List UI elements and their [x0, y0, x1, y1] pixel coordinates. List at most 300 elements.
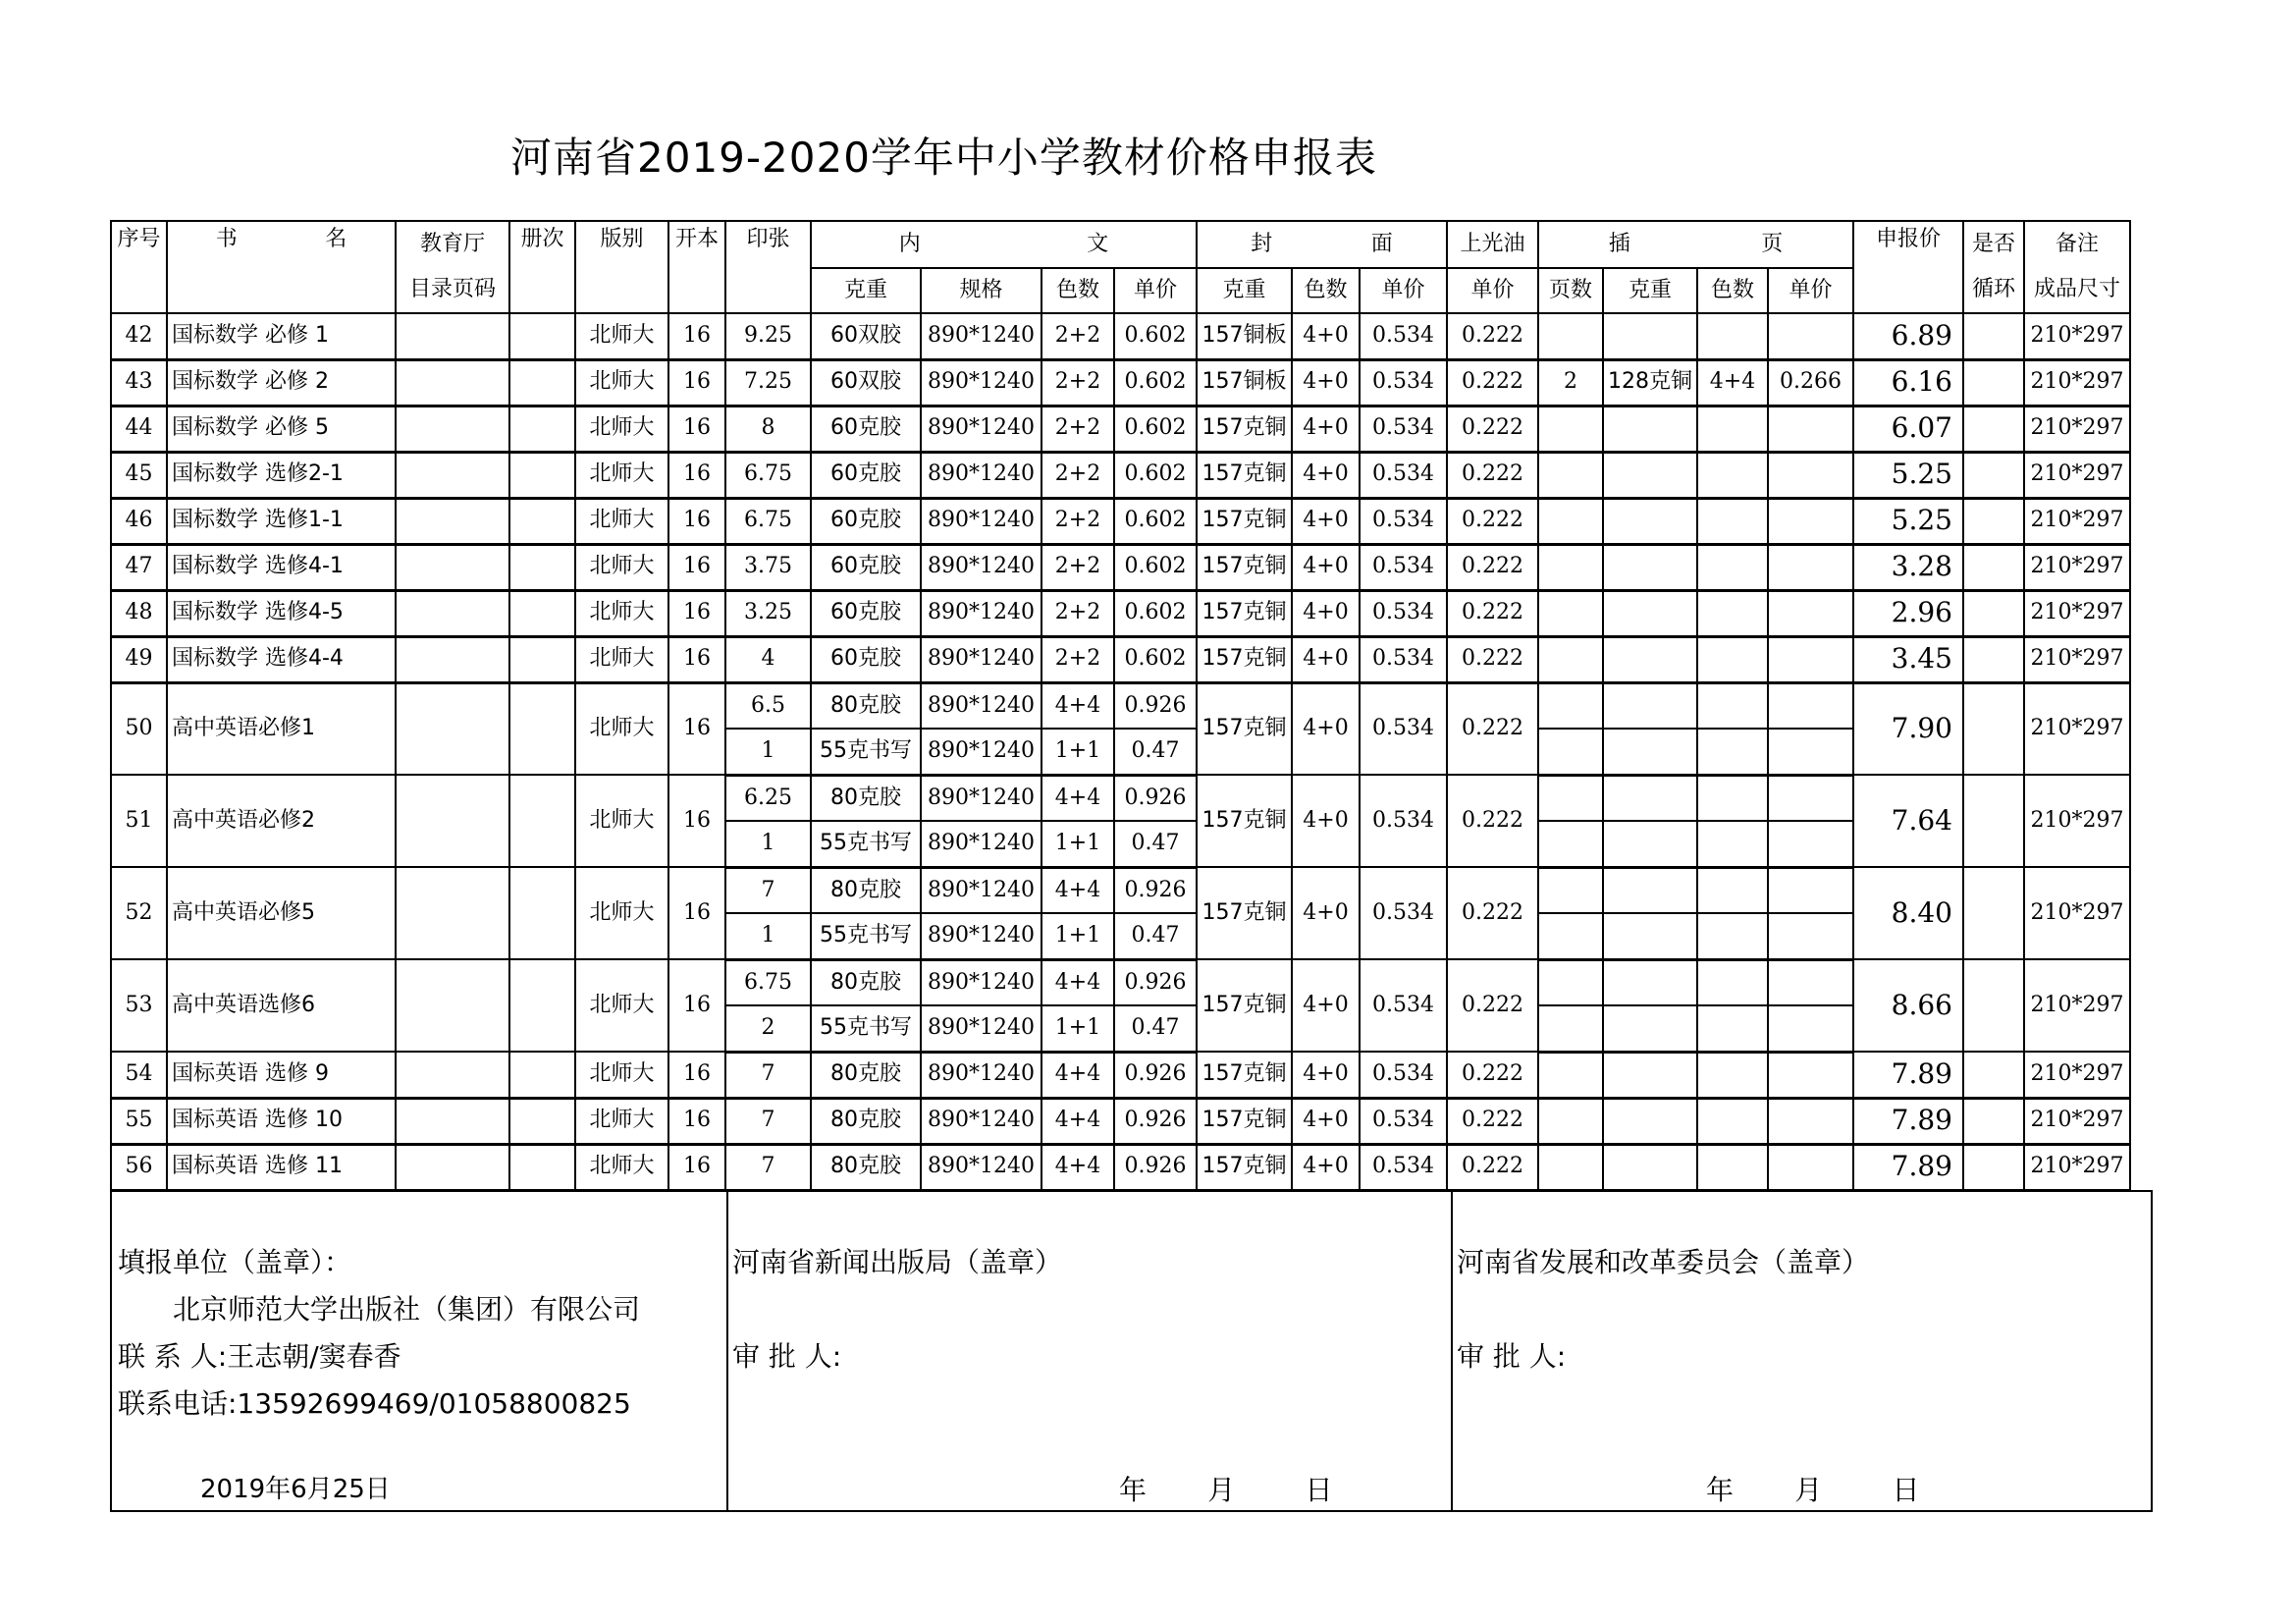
row-edition: 北师大	[575, 406, 668, 452]
row-seq: 42	[111, 313, 167, 359]
header-cover: 封 面	[1197, 221, 1447, 268]
row-insert-colors	[1697, 313, 1768, 359]
row-inner-weight: 60克胶	[811, 636, 921, 682]
row-cover-unit: 0.534	[1360, 313, 1447, 359]
row-price: 6.16	[1853, 359, 1963, 406]
row-edu-page	[396, 775, 509, 867]
header-insert-pages: 页数	[1538, 268, 1603, 313]
row-cycle	[1963, 544, 2024, 590]
row-book-name: 国标英语 选修 11	[167, 1144, 396, 1190]
row-cycle	[1963, 959, 2024, 1052]
row-insert-colors	[1697, 1144, 1768, 1190]
row-edition: 北师大	[575, 636, 668, 682]
row-insert-weight	[1603, 498, 1697, 544]
submitter-section	[112, 1192, 728, 1510]
row-cycle	[1963, 682, 2024, 775]
row-cycle	[1963, 313, 2024, 359]
row-inner-spec: 890*1240	[921, 544, 1041, 590]
row-cover-unit: 0.534	[1360, 544, 1447, 590]
row-insert-pages	[1538, 867, 1603, 913]
submitter-label: 填报单位（盖章）：	[118, 1246, 352, 1278]
table-row	[111, 636, 2130, 682]
row-price: 8.66	[1853, 959, 1963, 1052]
row-inner-colors: 2+2	[1041, 544, 1114, 590]
row-cover-unit: 0.534	[1360, 1052, 1447, 1098]
row-edition: 北师大	[575, 682, 668, 775]
row-cover-colors: 4+0	[1292, 590, 1360, 636]
row-cover-colors: 4+0	[1292, 682, 1360, 775]
row-inner-unit: 0.926	[1114, 775, 1197, 821]
bureau-approver: 审 批 人:	[732, 1340, 842, 1373]
submitter-name: 北京师范大学出版社（集团）有限公司	[173, 1293, 641, 1326]
row-varnish: 0.222	[1447, 406, 1538, 452]
row-insert-colors	[1697, 1098, 1768, 1144]
row-size: 210*297	[2024, 590, 2130, 636]
table-row	[111, 1098, 2130, 1144]
row-seq: 46	[111, 498, 167, 544]
row-insert-colors	[1697, 590, 1768, 636]
row-cover-colors: 4+0	[1292, 313, 1360, 359]
header-price: 申报价	[1853, 221, 1963, 313]
row-varnish: 0.222	[1447, 1052, 1538, 1098]
row-edu-page	[396, 1144, 509, 1190]
row-varnish: 0.222	[1447, 867, 1538, 959]
row-edu-page	[396, 498, 509, 544]
row-price: 6.89	[1853, 313, 1963, 359]
row-inner-unit: 0.926	[1114, 959, 1197, 1005]
row-insert-unit	[1768, 1052, 1853, 1098]
row-volume	[509, 406, 575, 452]
row-insert-colors	[1697, 544, 1768, 590]
row-cover-weight: 157克铜	[1197, 1052, 1292, 1098]
row-size: 210*297	[2024, 1098, 2130, 1144]
row-inner-spec: 890*1240	[921, 313, 1041, 359]
row-insert-colors	[1697, 821, 1768, 867]
row-inner-spec: 890*1240	[921, 682, 1041, 729]
row-cover-weight: 157克铜	[1197, 590, 1292, 636]
table-row	[111, 1052, 2130, 1098]
row-inner-colors: 2+2	[1041, 452, 1114, 498]
row-format: 16	[668, 867, 725, 959]
header-inner-spec: 规格	[921, 268, 1041, 313]
row-cover-colors: 4+0	[1292, 1144, 1360, 1190]
row-insert-pages	[1538, 313, 1603, 359]
row-inner-weight: 60克胶	[811, 498, 921, 544]
submit-date: 2019年6月25日	[200, 1475, 391, 1504]
row-edition: 北师大	[575, 1052, 668, 1098]
row-insert-weight: 128克铜	[1603, 359, 1697, 406]
row-book-name: 高中英语必修2	[167, 775, 396, 867]
row-book-name: 高中英语必修5	[167, 867, 396, 959]
row-insert-colors	[1697, 913, 1768, 959]
row-sheets: 3.25	[725, 590, 811, 636]
row-size: 210*297	[2024, 544, 2130, 590]
row-insert-weight	[1603, 1098, 1697, 1144]
row-price: 6.07	[1853, 406, 1963, 452]
row-inner-weight: 60克胶	[811, 406, 921, 452]
row-insert-pages	[1538, 452, 1603, 498]
row-cover-weight: 157克铜	[1197, 498, 1292, 544]
row-inner-unit: 0.602	[1114, 590, 1197, 636]
row-inner-spec: 890*1240	[921, 498, 1041, 544]
header-edu-page: 教育厅 目录页码	[396, 221, 509, 313]
row-edu-page	[396, 590, 509, 636]
row-size: 210*297	[2024, 867, 2130, 959]
row-insert-pages: 2	[1538, 359, 1603, 406]
row-edu-page	[396, 1052, 509, 1098]
commission-approver: 审 批 人:	[1457, 1340, 1567, 1373]
row-inner-unit: 0.926	[1114, 1098, 1197, 1144]
row-seq: 48	[111, 590, 167, 636]
row-sheets: 2	[725, 1005, 811, 1052]
row-inner-spec: 890*1240	[921, 775, 1041, 821]
row-cover-unit: 0.534	[1360, 1144, 1447, 1190]
row-cover-colors: 4+0	[1292, 1052, 1360, 1098]
row-inner-unit: 0.926	[1114, 1052, 1197, 1098]
row-inner-spec: 890*1240	[921, 1144, 1041, 1190]
row-insert-pages	[1538, 821, 1603, 867]
row-inner-colors: 4+4	[1041, 1144, 1114, 1190]
table-row	[111, 775, 2130, 821]
row-cover-colors: 4+0	[1292, 959, 1360, 1052]
row-cycle	[1963, 498, 2024, 544]
row-edu-page	[396, 406, 509, 452]
row-edition: 北师大	[575, 544, 668, 590]
row-insert-unit	[1768, 452, 1853, 498]
row-cycle	[1963, 1098, 2024, 1144]
row-cover-weight: 157克铜	[1197, 452, 1292, 498]
row-format: 16	[668, 959, 725, 1052]
row-inner-unit: 0.926	[1114, 1144, 1197, 1190]
row-insert-colors	[1697, 636, 1768, 682]
row-format: 16	[668, 313, 725, 359]
commission-date: 年 月 日	[1706, 1474, 1920, 1506]
row-insert-weight	[1603, 959, 1697, 1005]
row-inner-unit: 0.602	[1114, 544, 1197, 590]
row-inner-weight: 80克胶	[811, 1144, 921, 1190]
row-insert-unit	[1768, 544, 1853, 590]
row-insert-pages	[1538, 544, 1603, 590]
row-volume	[509, 867, 575, 959]
row-cycle	[1963, 1052, 2024, 1098]
row-varnish: 0.222	[1447, 1144, 1538, 1190]
row-inner-colors: 1+1	[1041, 913, 1114, 959]
row-insert-unit	[1768, 1098, 1853, 1144]
row-cycle	[1963, 636, 2024, 682]
row-size: 210*297	[2024, 775, 2130, 867]
row-edu-page	[396, 452, 509, 498]
row-cover-colors: 4+0	[1292, 867, 1360, 959]
row-edu-page	[396, 636, 509, 682]
row-book-name: 国标数学 选修4-5	[167, 590, 396, 636]
row-cover-colors: 4+0	[1292, 452, 1360, 498]
row-inner-colors: 2+2	[1041, 498, 1114, 544]
row-sheets: 8	[725, 406, 811, 452]
row-inner-colors: 2+2	[1041, 313, 1114, 359]
row-seq: 45	[111, 452, 167, 498]
row-varnish: 0.222	[1447, 636, 1538, 682]
row-book-name: 国标数学 选修2-1	[167, 452, 396, 498]
header-cycle: 是否 循环	[1963, 221, 2024, 313]
row-cycle	[1963, 406, 2024, 452]
row-inner-weight: 55克书写	[811, 821, 921, 867]
row-inner-spec: 890*1240	[921, 590, 1041, 636]
row-insert-unit	[1768, 821, 1853, 867]
row-insert-unit	[1768, 406, 1853, 452]
row-edu-page	[396, 313, 509, 359]
row-inner-unit: 0.602	[1114, 406, 1197, 452]
row-price: 3.28	[1853, 544, 1963, 590]
row-volume	[509, 1098, 575, 1144]
row-format: 16	[668, 1144, 725, 1190]
row-inner-colors: 2+2	[1041, 590, 1114, 636]
row-cover-unit: 0.534	[1360, 636, 1447, 682]
row-inner-spec: 890*1240	[921, 913, 1041, 959]
row-insert-weight	[1603, 1144, 1697, 1190]
row-volume	[509, 313, 575, 359]
row-inner-weight: 80克胶	[811, 867, 921, 913]
row-book-name: 国标数学 选修1-1	[167, 498, 396, 544]
row-sheets: 7.25	[725, 359, 811, 406]
row-insert-unit	[1768, 913, 1853, 959]
row-inner-spec: 890*1240	[921, 1052, 1041, 1098]
row-cover-colors: 4+0	[1292, 406, 1360, 452]
row-edition: 北师大	[575, 775, 668, 867]
table-row	[111, 959, 2130, 1005]
row-inner-weight: 80克胶	[811, 1098, 921, 1144]
header-sheets: 印张	[725, 221, 811, 313]
row-insert-unit	[1768, 775, 1853, 821]
row-cover-weight: 157克铜	[1197, 406, 1292, 452]
row-insert-weight	[1603, 729, 1697, 775]
row-price: 5.25	[1853, 452, 1963, 498]
row-sheets: 1	[725, 729, 811, 775]
row-edu-page	[396, 867, 509, 959]
row-cover-weight: 157克铜	[1197, 682, 1292, 775]
row-inner-spec: 890*1240	[921, 636, 1041, 682]
row-inner-colors: 4+4	[1041, 1052, 1114, 1098]
row-edu-page	[396, 682, 509, 775]
row-size: 210*297	[2024, 313, 2130, 359]
header-varnish-unit: 单价	[1447, 268, 1538, 313]
row-insert-pages	[1538, 729, 1603, 775]
row-insert-unit	[1768, 313, 1853, 359]
row-cover-weight: 157铜板	[1197, 313, 1292, 359]
row-insert-colors	[1697, 406, 1768, 452]
row-format: 16	[668, 636, 725, 682]
row-sheets: 6.75	[725, 959, 811, 1005]
table-row	[111, 867, 2130, 913]
row-inner-unit: 0.602	[1114, 636, 1197, 682]
row-inner-spec: 890*1240	[921, 821, 1041, 867]
row-seq: 51	[111, 775, 167, 867]
row-inner-weight: 60克胶	[811, 544, 921, 590]
row-insert-weight	[1603, 867, 1697, 913]
row-cover-colors: 4+0	[1292, 775, 1360, 867]
row-format: 16	[668, 544, 725, 590]
row-insert-pages	[1538, 1144, 1603, 1190]
row-varnish: 0.222	[1447, 682, 1538, 775]
row-sheets: 3.75	[725, 544, 811, 590]
row-insert-colors	[1697, 1005, 1768, 1052]
row-cover-colors: 4+0	[1292, 359, 1360, 406]
row-edition: 北师大	[575, 359, 668, 406]
row-edition: 北师大	[575, 867, 668, 959]
row-insert-weight	[1603, 544, 1697, 590]
row-volume	[509, 452, 575, 498]
row-edition: 北师大	[575, 959, 668, 1052]
row-insert-colors	[1697, 775, 1768, 821]
row-edition: 北师大	[575, 1144, 668, 1190]
row-sheets: 7	[725, 867, 811, 913]
row-insert-colors	[1697, 959, 1768, 1005]
row-cover-unit: 0.534	[1360, 498, 1447, 544]
row-cover-colors: 4+0	[1292, 636, 1360, 682]
row-varnish: 0.222	[1447, 959, 1538, 1052]
header-inner-colors: 色数	[1041, 268, 1114, 313]
page-title: 河南省2019-2020学年中小学教材价格申报表	[510, 134, 1377, 182]
row-volume	[509, 498, 575, 544]
row-edu-page	[396, 959, 509, 1052]
row-varnish: 0.222	[1447, 1098, 1538, 1144]
row-insert-unit	[1768, 498, 1853, 544]
row-insert-pages	[1538, 913, 1603, 959]
row-sheets: 1	[725, 913, 811, 959]
header-insert-weight: 克重	[1603, 268, 1697, 313]
row-cover-unit: 0.534	[1360, 590, 1447, 636]
row-edition: 北师大	[575, 1098, 668, 1144]
commission-label: 河南省发展和改革委员会（盖章）	[1457, 1246, 1870, 1278]
row-inner-unit: 0.926	[1114, 867, 1197, 913]
row-inner-spec: 890*1240	[921, 406, 1041, 452]
row-inner-unit: 0.602	[1114, 498, 1197, 544]
row-format: 16	[668, 359, 725, 406]
row-insert-weight	[1603, 590, 1697, 636]
row-book-name: 国标英语 选修 10	[167, 1098, 396, 1144]
row-cover-weight: 157克铜	[1197, 544, 1292, 590]
row-seq: 53	[111, 959, 167, 1052]
bureau-date: 年 月 日	[1119, 1474, 1333, 1506]
row-cover-unit: 0.534	[1360, 452, 1447, 498]
row-inner-weight: 55克书写	[811, 729, 921, 775]
row-size: 210*297	[2024, 682, 2130, 775]
signature-block	[110, 1190, 2153, 1512]
row-inner-unit: 0.47	[1114, 1005, 1197, 1052]
table-row	[111, 452, 2130, 498]
row-cover-colors: 4+0	[1292, 1098, 1360, 1144]
row-inner-colors: 1+1	[1041, 1005, 1114, 1052]
row-inner-unit: 0.926	[1114, 682, 1197, 729]
row-price: 5.25	[1853, 498, 1963, 544]
row-size: 210*297	[2024, 1052, 2130, 1098]
row-insert-unit	[1768, 959, 1853, 1005]
row-cover-weight: 157克铜	[1197, 775, 1292, 867]
row-insert-weight	[1603, 636, 1697, 682]
row-inner-colors: 4+4	[1041, 959, 1114, 1005]
row-cover-unit: 0.534	[1360, 359, 1447, 406]
row-book-name: 国标数学 必修 2	[167, 359, 396, 406]
row-insert-unit	[1768, 590, 1853, 636]
row-insert-colors: 4+4	[1697, 359, 1768, 406]
row-insert-weight	[1603, 452, 1697, 498]
row-book-name: 高中英语选修6	[167, 959, 396, 1052]
row-cycle	[1963, 359, 2024, 406]
row-format: 16	[668, 1052, 725, 1098]
row-cover-unit: 0.534	[1360, 682, 1447, 775]
row-seq: 47	[111, 544, 167, 590]
row-cycle	[1963, 590, 2024, 636]
row-volume	[509, 1144, 575, 1190]
row-varnish: 0.222	[1447, 359, 1538, 406]
row-inner-weight: 80克胶	[811, 1052, 921, 1098]
row-sheets: 6.75	[725, 452, 811, 498]
row-insert-unit	[1768, 636, 1853, 682]
row-insert-colors	[1697, 498, 1768, 544]
row-cycle	[1963, 867, 2024, 959]
row-inner-colors: 1+1	[1041, 729, 1114, 775]
row-format: 16	[668, 498, 725, 544]
row-format: 16	[668, 590, 725, 636]
header-inner-weight: 克重	[811, 268, 921, 313]
row-book-name: 国标数学 必修 5	[167, 406, 396, 452]
row-price: 3.45	[1853, 636, 1963, 682]
row-cover-unit: 0.534	[1360, 959, 1447, 1052]
row-insert-weight	[1603, 682, 1697, 729]
row-inner-colors: 4+4	[1041, 867, 1114, 913]
row-sheets: 7	[725, 1098, 811, 1144]
row-inner-colors: 2+2	[1041, 359, 1114, 406]
row-inner-spec: 890*1240	[921, 452, 1041, 498]
row-book-name: 高中英语必修1	[167, 682, 396, 775]
row-edition: 北师大	[575, 498, 668, 544]
header-inner: 内 文	[811, 221, 1197, 268]
header-inner-unit: 单价	[1114, 268, 1197, 313]
row-inner-colors: 2+2	[1041, 406, 1114, 452]
row-cover-weight: 157克铜	[1197, 867, 1292, 959]
row-inner-weight: 80克胶	[811, 775, 921, 821]
row-edu-page	[396, 1098, 509, 1144]
row-volume	[509, 682, 575, 775]
row-volume	[509, 959, 575, 1052]
row-sheets: 7	[725, 1052, 811, 1098]
row-varnish: 0.222	[1447, 775, 1538, 867]
row-cover-colors: 4+0	[1292, 544, 1360, 590]
row-volume	[509, 544, 575, 590]
row-seq: 55	[111, 1098, 167, 1144]
row-sheets: 9.25	[725, 313, 811, 359]
row-inner-colors: 4+4	[1041, 682, 1114, 729]
row-book-name: 国标数学 必修 1	[167, 313, 396, 359]
row-cover-unit: 0.534	[1360, 1098, 1447, 1144]
row-size: 210*297	[2024, 406, 2130, 452]
row-volume	[509, 636, 575, 682]
row-insert-unit	[1768, 867, 1853, 913]
row-size: 210*297	[2024, 636, 2130, 682]
row-seq: 54	[111, 1052, 167, 1098]
header-insert-unit: 单价	[1768, 268, 1853, 313]
row-insert-pages	[1538, 1098, 1603, 1144]
row-insert-pages	[1538, 775, 1603, 821]
contact-person: 联 系 人:王志朝/窦春香	[118, 1340, 401, 1373]
row-insert-pages	[1538, 590, 1603, 636]
row-inner-weight: 55克书写	[811, 913, 921, 959]
header-format: 开本	[668, 221, 725, 313]
row-cover-weight: 157克铜	[1197, 1098, 1292, 1144]
row-insert-colors	[1697, 729, 1768, 775]
row-inner-weight: 60双胶	[811, 313, 921, 359]
row-insert-unit	[1768, 682, 1853, 729]
row-cover-weight: 157铜板	[1197, 359, 1292, 406]
